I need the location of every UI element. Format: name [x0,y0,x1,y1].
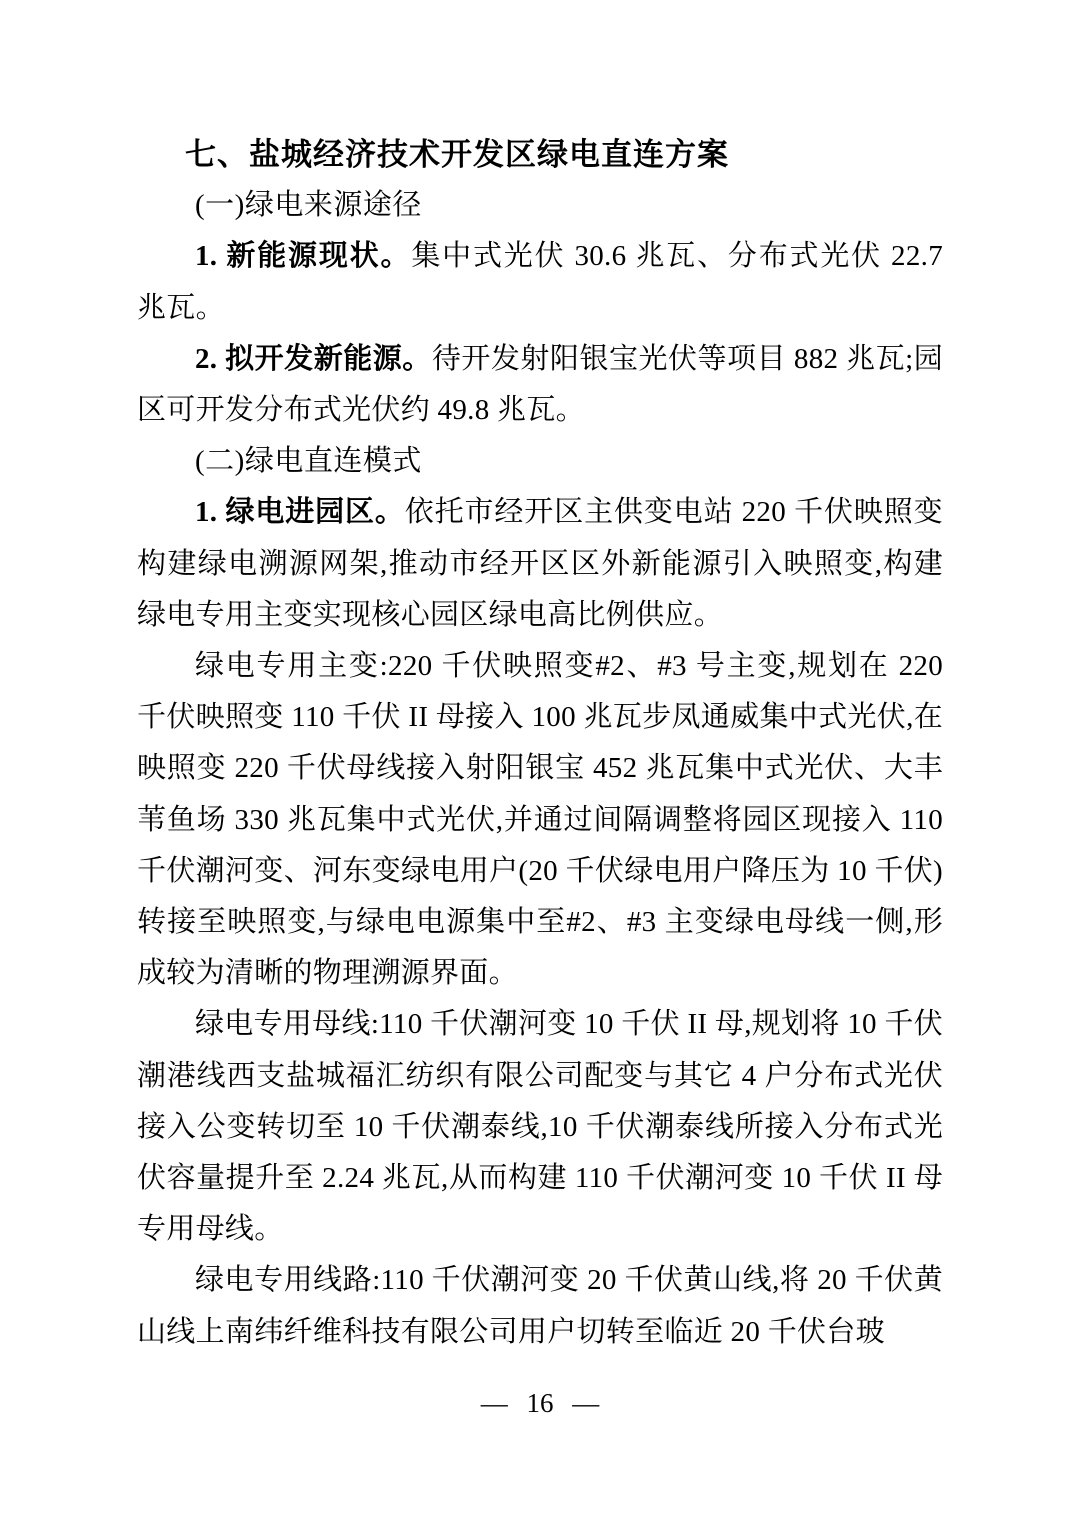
paragraph-dedicated-bus: 绿电专用母线:110 千伏潮河变 10 千伏 II 母,规划将 10 千伏潮港线西支盐城福汇纺织有限公司配变与其它 4 户分布式光伏接入公变转切至 10 千伏潮泰线,10 千伏潮泰线所接入分布式光伏容量提升至 2.24 兆瓦,从而构建 110 千伏潮河变 10 千伏 II 母专用母线。 [137,1008,943,1246]
paragraph-label: 1. 新能源现状。 [195,240,412,273]
paragraph-dedicated-main-transformer: 绿电专用主变:220 千伏映照变#2、#3 号主变,规划在 220 千伏映照变 110 千伏 II 母接入 100 兆瓦步凤通威集中式光伏,在映照变 220 千伏母线接入射阳银宝 452 兆瓦集中式光伏、大丰苇鱼场 330 兆瓦集中式光伏,并通过间隔调整将园区现接入 110 千伏潮河变、河东变绿电用户(20 千伏绿电用户降压为 10 千伏)转接至映照变,与绿电电源集中至#2、#3 主变绿电母线一侧,形成较为清晰的物理溯源界面。 [137,650,943,990]
paragraph-text: 待开发射阳银宝光伏等项目 882 兆瓦;园区可开发分布式光伏约 49.8 兆瓦。 [137,342,943,427]
paragraph-label: 1. 绿电进园区。 [195,496,405,529]
paragraph-green-power-into-park [137,487,943,641]
paragraph-text: 依托市经开区主供变电站 220 千伏映照变构建绿电溯源网架,推动市经开区区外新能源引入映照变,构建绿电专用主变实现核心园区绿电高比例供应。 [137,496,943,631]
section-heading-mode: (二)绿电直连模式 [195,445,422,478]
document-body [137,129,943,1358]
section-heading-source: (一)绿电来源途径 [195,189,422,222]
paragraph-new-energy-planned [137,334,943,436]
paragraph-label: 2. 拟开发新能源。 [195,342,432,375]
paragraph-new-energy-current [137,231,943,333]
page-number: — 16 — [480,1388,600,1418]
document-title: 七、盐城经济技术开发区绿电直连方案 [185,137,729,172]
paragraph-dedicated-line: 绿电专用线路:110 千伏潮河变 20 千伏黄山线,将 20 千伏黄山线上南纬纤维科技有限公司用户切转至临近 20 千伏台玻 [137,1264,943,1348]
paragraph-text: 集中式光伏 30.6 兆瓦、分布式光伏 22.7 兆瓦。 [137,240,944,324]
